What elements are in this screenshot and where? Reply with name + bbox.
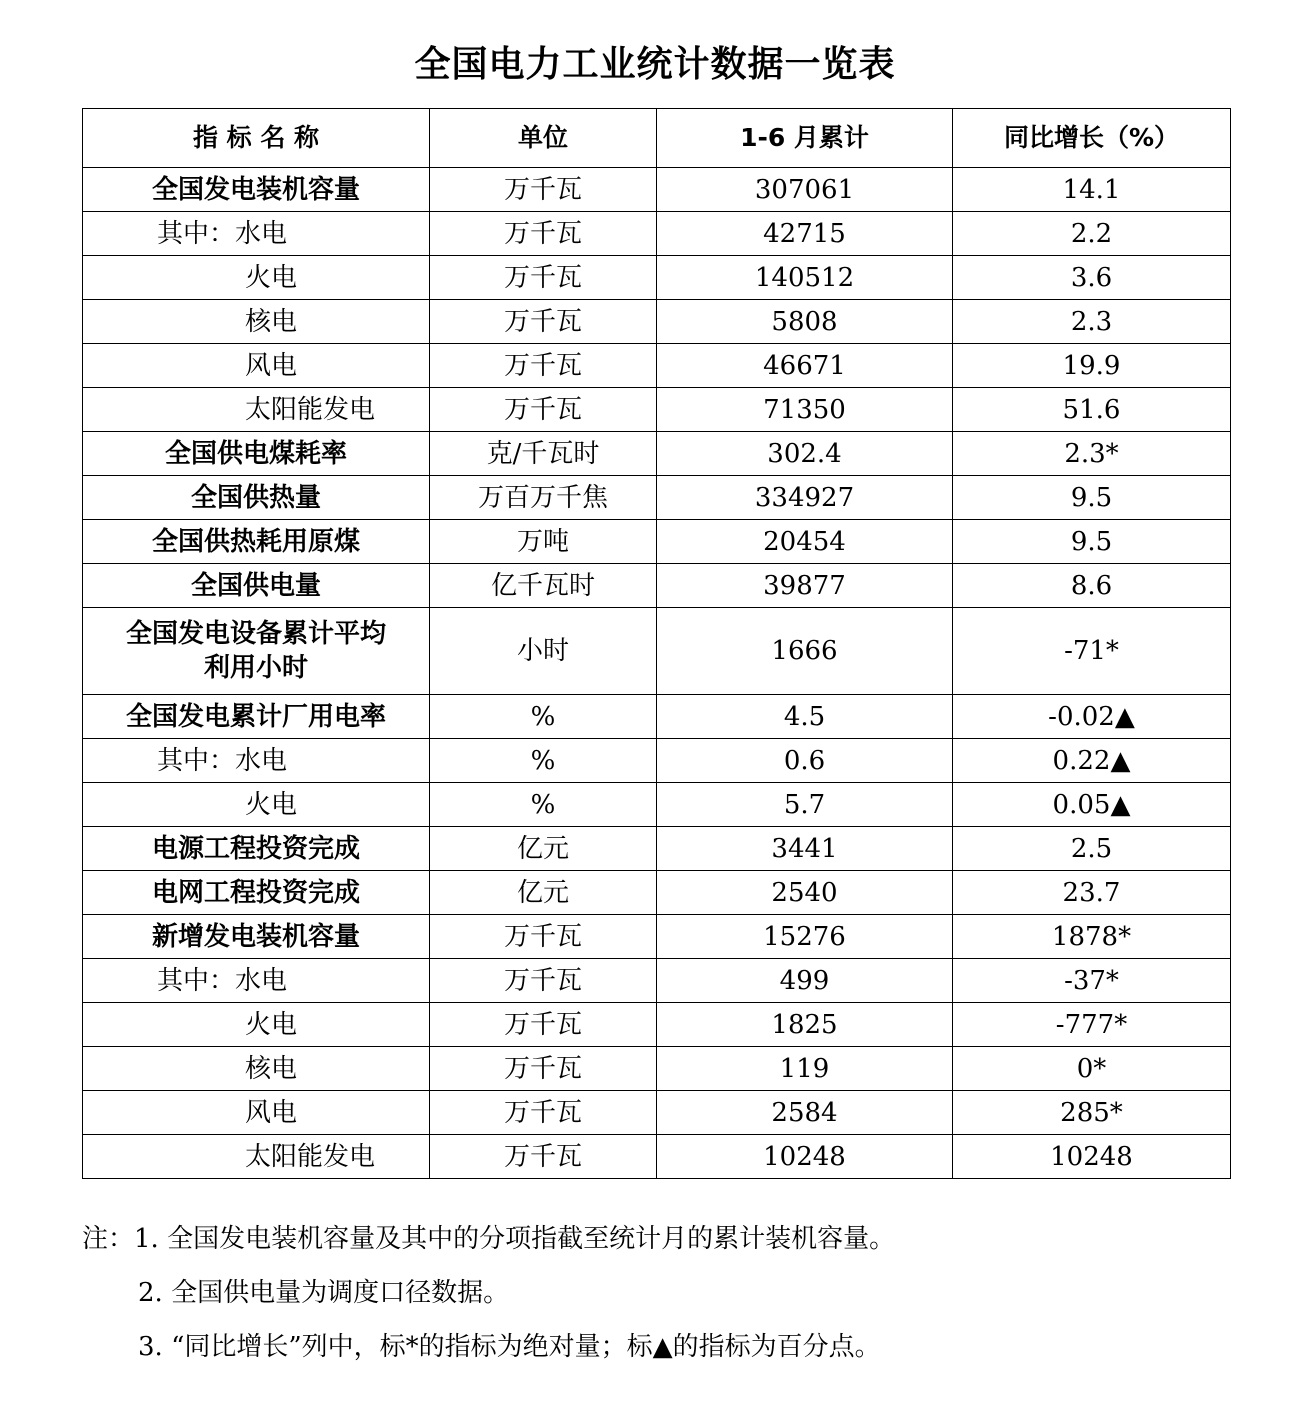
- indicator-name-line2: 利用小时: [203, 653, 308, 683]
- yoy-growth-cell: -0.02▲: [953, 695, 1231, 739]
- indicator-name: 风电: [245, 1097, 298, 1128]
- header-indicator-name: 指 标 名 称: [83, 109, 430, 168]
- indicator-name-cell: [83, 739, 430, 783]
- yoy-growth-cell: 9.5: [953, 476, 1231, 520]
- table-row: [83, 959, 1231, 1003]
- indicator-name-cell: [83, 827, 430, 871]
- indicator-name: 全国供电量: [190, 570, 321, 601]
- indicator-name: 火电: [245, 789, 298, 820]
- cumulative-value-cell: 2584: [657, 1091, 953, 1135]
- footnote-2: 2. 全国供电量为调度口径数据。: [138, 1278, 510, 1308]
- indicator-name: 电源工程投资完成: [151, 833, 360, 864]
- indicator-name: 风电: [245, 350, 298, 381]
- cumulative-value-cell: 4.5: [657, 695, 953, 739]
- table-row: [83, 564, 1231, 608]
- table-row: [83, 783, 1231, 827]
- yoy-growth-cell: 9.5: [953, 520, 1231, 564]
- table-row: [83, 168, 1231, 212]
- table-row: [83, 388, 1231, 432]
- cumulative-value-cell: 71350: [657, 388, 953, 432]
- table-row: [83, 476, 1231, 520]
- unit-cell: %: [430, 783, 657, 827]
- unit-cell: 万千瓦: [430, 1135, 657, 1179]
- cumulative-value-cell: 15276: [657, 915, 953, 959]
- indicator-name-cell: [83, 1135, 430, 1179]
- indicator-name-cell: [83, 344, 430, 388]
- unit-cell: 小时: [430, 608, 657, 695]
- indicator-name-cell: [83, 300, 430, 344]
- yoy-growth-cell: -71*: [953, 608, 1231, 695]
- cumulative-value-cell: 2540: [657, 871, 953, 915]
- header-yoy-growth: 同比增长（%）: [953, 109, 1231, 168]
- indicator-name-cell: [83, 432, 430, 476]
- yoy-growth-cell: 2.2: [953, 212, 1231, 256]
- indicator-name-cell: [83, 1091, 430, 1135]
- unit-cell: %: [430, 739, 657, 783]
- indicator-name: 电网工程投资完成: [151, 877, 360, 908]
- yoy-growth-cell: 19.9: [953, 344, 1231, 388]
- table-row: [83, 1047, 1231, 1091]
- yoy-growth-cell: 2.3: [953, 300, 1231, 344]
- unit-cell: 亿元: [430, 871, 657, 915]
- unit-cell: 万千瓦: [430, 344, 657, 388]
- cumulative-value-cell: 140512: [657, 256, 953, 300]
- cumulative-value-cell: 20454: [657, 520, 953, 564]
- unit-cell: 万千瓦: [430, 1047, 657, 1091]
- unit-cell: 万千瓦: [430, 300, 657, 344]
- table-row: [83, 212, 1231, 256]
- table-row: [83, 520, 1231, 564]
- indicator-name: 新增发电装机容量: [151, 921, 360, 952]
- unit-cell: 克/千瓦时: [430, 432, 657, 476]
- table-row: [83, 871, 1231, 915]
- indicator-name-cell: [83, 256, 430, 300]
- indicator-name-cell: [83, 695, 430, 739]
- cumulative-value-cell: 302.4: [657, 432, 953, 476]
- table-row: [83, 608, 1231, 695]
- indicator-name-cell: [83, 1003, 430, 1047]
- unit-cell: 万千瓦: [430, 256, 657, 300]
- yoy-growth-cell: 51.6: [953, 388, 1231, 432]
- indicator-name-cell: [83, 476, 430, 520]
- indicator-name-cell: [83, 871, 430, 915]
- statistics-table: [82, 108, 1231, 1179]
- indicator-name: 全国发电设备累计平均: [125, 619, 386, 649]
- indicator-name-cell: [83, 1047, 430, 1091]
- cumulative-value-cell: 0.6: [657, 739, 953, 783]
- header-unit: 单位: [430, 109, 657, 168]
- unit-cell: 万千瓦: [430, 212, 657, 256]
- table-row: [83, 915, 1231, 959]
- yoy-growth-cell: 10248: [953, 1135, 1231, 1179]
- indicator-name: 核电: [245, 306, 298, 337]
- cumulative-value-cell: 119: [657, 1047, 953, 1091]
- table-row: [83, 827, 1231, 871]
- cumulative-value-cell: 46671: [657, 344, 953, 388]
- yoy-growth-cell: 1878*: [953, 915, 1231, 959]
- indicator-name-cell: [83, 608, 430, 695]
- footnote-3: 3. “同比增长”列中，标*的指标为绝对量；标▲的指标为百分点。: [138, 1332, 881, 1362]
- table-row: [83, 256, 1231, 300]
- yoy-growth-cell: 23.7: [953, 871, 1231, 915]
- table-row: [83, 1091, 1231, 1135]
- unit-cell: 万千瓦: [430, 1091, 657, 1135]
- indicator-name-cell: [83, 212, 430, 256]
- yoy-growth-cell: 0.05▲: [953, 783, 1231, 827]
- unit-cell: 亿千瓦时: [430, 564, 657, 608]
- indicator-name: 其中：水电: [157, 218, 288, 249]
- unit-cell: 万千瓦: [430, 915, 657, 959]
- footnote-1: 注：1. 全国发电装机容量及其中的分项指截至统计月的累计装机容量。: [82, 1224, 896, 1254]
- table-row: [83, 432, 1231, 476]
- indicator-name: 火电: [245, 262, 298, 293]
- indicator-name: 其中：水电: [157, 965, 288, 996]
- table-row: [83, 300, 1231, 344]
- indicator-name-cell: [83, 959, 430, 1003]
- cumulative-value-cell: 3441: [657, 827, 953, 871]
- cumulative-value-cell: 1666: [657, 608, 953, 695]
- footnotes: [82, 1212, 1230, 1374]
- table-row: [83, 344, 1231, 388]
- indicator-name: 全国发电装机容量: [151, 174, 360, 205]
- cumulative-value-cell: 39877: [657, 564, 953, 608]
- unit-cell: 万千瓦: [430, 168, 657, 212]
- cumulative-value-cell: 42715: [657, 212, 953, 256]
- unit-cell: 万千瓦: [430, 1003, 657, 1047]
- unit-cell: 亿元: [430, 827, 657, 871]
- unit-cell: 万百万千焦: [430, 476, 657, 520]
- yoy-growth-cell: 285*: [953, 1091, 1231, 1135]
- cumulative-value-cell: 1825: [657, 1003, 953, 1047]
- cumulative-value-cell: 5.7: [657, 783, 953, 827]
- table-row: [83, 695, 1231, 739]
- yoy-growth-cell: 14.1: [953, 168, 1231, 212]
- yoy-growth-cell: 0*: [953, 1047, 1231, 1091]
- yoy-growth-cell: 3.6: [953, 256, 1231, 300]
- indicator-name: 全国供热耗用原煤: [151, 526, 360, 557]
- yoy-growth-cell: 0.22▲: [953, 739, 1231, 783]
- cumulative-value-cell: 10248: [657, 1135, 953, 1179]
- indicator-name: 太阳能发电: [245, 1141, 376, 1172]
- table-row: [83, 1135, 1231, 1179]
- table-header-row: [83, 109, 1231, 168]
- table-row: [83, 739, 1231, 783]
- unit-cell: 万吨: [430, 520, 657, 564]
- indicator-name: 全国供电煤耗率: [164, 438, 347, 469]
- yoy-growth-cell: -37*: [953, 959, 1231, 1003]
- yoy-growth-cell: 2.3*: [953, 432, 1231, 476]
- yoy-growth-cell: 8.6: [953, 564, 1231, 608]
- unit-cell: %: [430, 695, 657, 739]
- table-row: [83, 1003, 1231, 1047]
- indicator-name: 核电: [245, 1053, 298, 1084]
- cumulative-value-cell: 5808: [657, 300, 953, 344]
- indicator-name-cell: [83, 564, 430, 608]
- cumulative-value-cell: 499: [657, 959, 953, 1003]
- indicator-name: 太阳能发电: [245, 394, 376, 425]
- cumulative-value-cell: 307061: [657, 168, 953, 212]
- indicator-name-cell: [83, 520, 430, 564]
- indicator-name: 全国发电累计厂用电率: [125, 701, 386, 732]
- indicator-name-cell: [83, 388, 430, 432]
- unit-cell: 万千瓦: [430, 959, 657, 1003]
- indicator-name-cell: [83, 915, 430, 959]
- indicator-name-cell: [83, 168, 430, 212]
- indicator-name: 全国供热量: [190, 482, 321, 513]
- yoy-growth-cell: 2.5: [953, 827, 1231, 871]
- indicator-name: 其中：水电: [157, 745, 288, 776]
- header-cumulative: 1-6 月累计: [657, 109, 953, 168]
- table-body: [83, 168, 1231, 1179]
- unit-cell: 万千瓦: [430, 388, 657, 432]
- indicator-name-cell: [83, 783, 430, 827]
- yoy-growth-cell: -777*: [953, 1003, 1231, 1047]
- cumulative-value-cell: 334927: [657, 476, 953, 520]
- page-title: 全国电力工业统计数据一览表: [414, 44, 896, 85]
- indicator-name: 火电: [245, 1009, 298, 1040]
